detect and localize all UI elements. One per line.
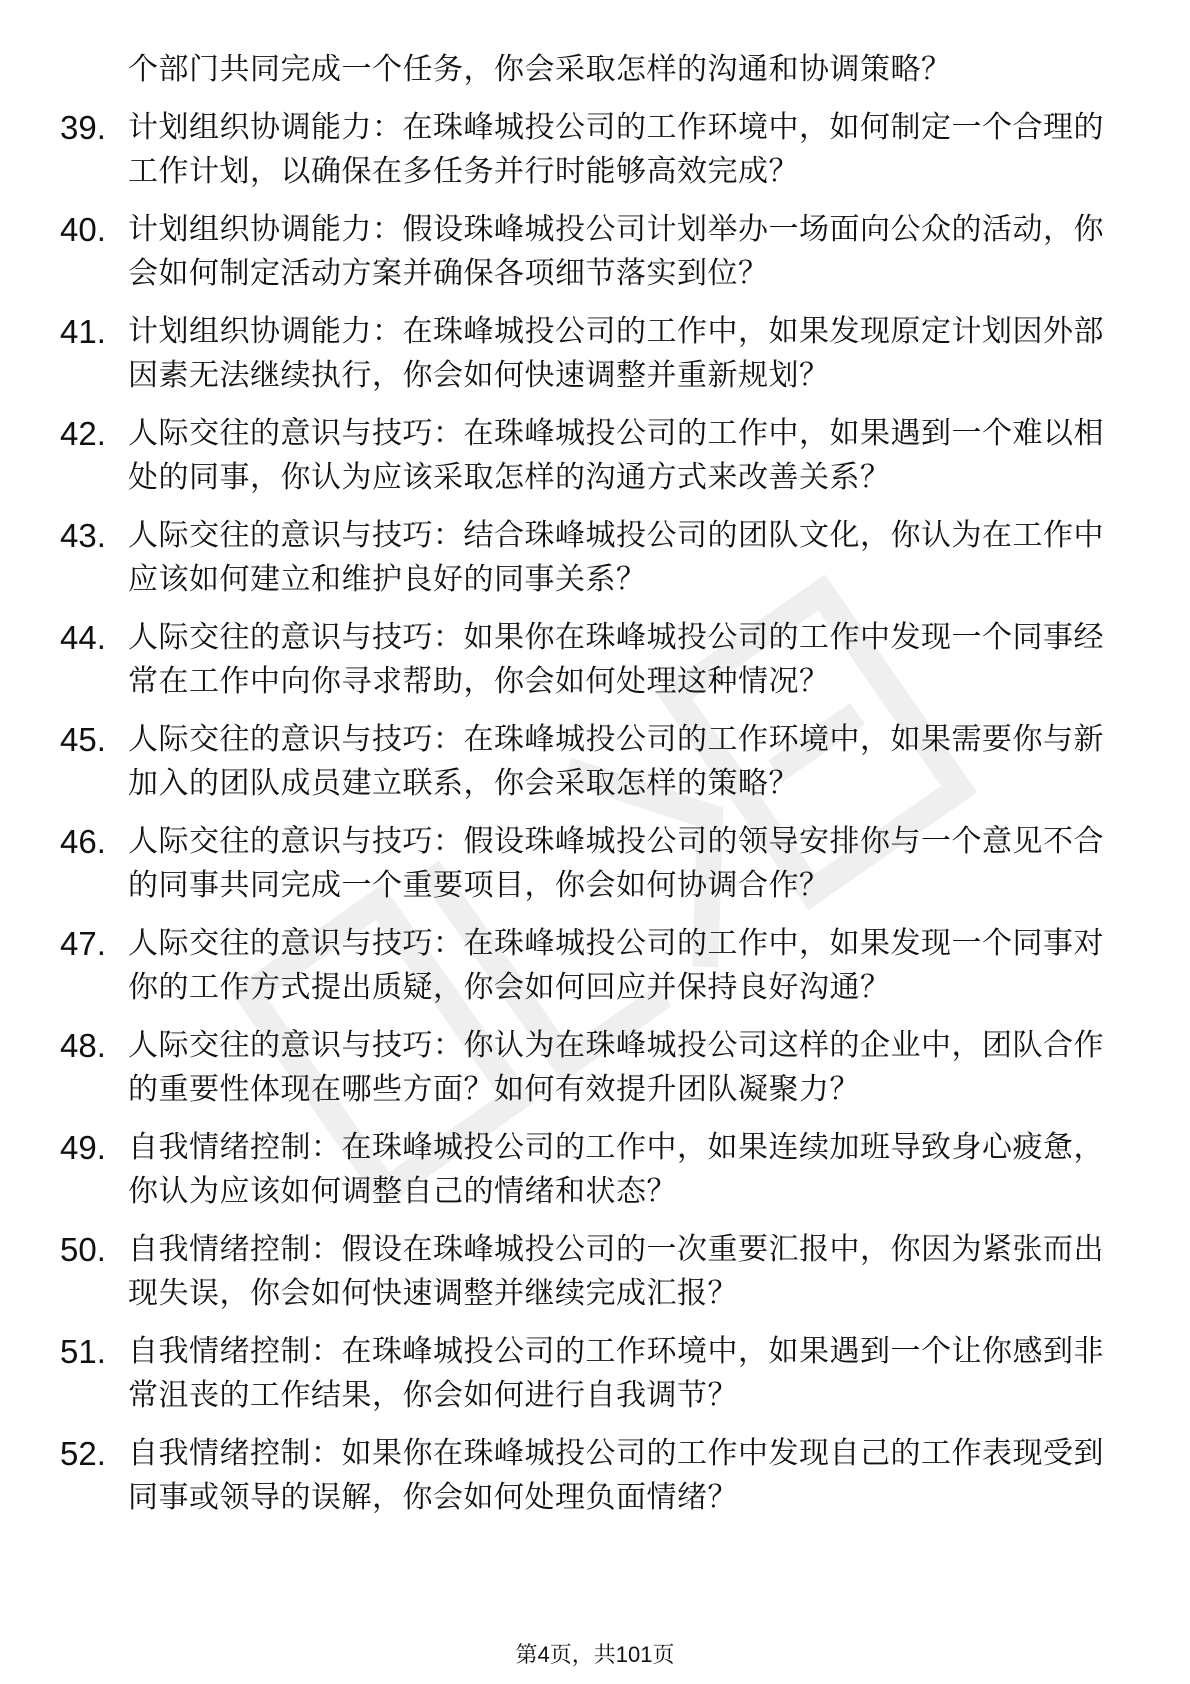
question-item bbox=[60, 514, 1120, 602]
question-text: 计划组织协调能力：假设珠峰城投公司计划举办一场面向公众的活动，你会如何制定活动方案并确保各项细节落实到位？ bbox=[128, 212, 1104, 291]
question-number: 44. bbox=[60, 619, 106, 656]
question-item bbox=[60, 1432, 1120, 1520]
question-text: 人际交往的意识与技巧：在珠峰城投公司的工作环境中，如果需要你与新加入的团队成员建立联系，你会采取怎样的策略？ bbox=[128, 722, 1104, 801]
question-number: 52. bbox=[60, 1435, 106, 1472]
question-number: 40. bbox=[60, 211, 106, 248]
question-text: 自我情绪控制：在珠峰城投公司的工作中，如果连续加班导致身心疲惫，你认为应该如何调整自己的情绪和状态？ bbox=[128, 1130, 1104, 1209]
question-text: 自我情绪控制：假设在珠峰城投公司的一次重要汇报中，你因为紧张而出现失误，你会如何快速调整并继续完成汇报？ bbox=[128, 1232, 1104, 1311]
question-item bbox=[60, 922, 1120, 1010]
question-number: 47. bbox=[60, 925, 106, 962]
question-number: 48. bbox=[60, 1027, 106, 1064]
page-footer: 第4页，共101页 bbox=[515, 1642, 675, 1667]
question-item bbox=[60, 820, 1120, 908]
question-number: 42. bbox=[60, 415, 106, 452]
question-continuation bbox=[60, 48, 1120, 92]
question-number: 45. bbox=[60, 721, 106, 758]
question-text: 人际交往的意识与技巧：在珠峰城投公司的工作中，如果发现一个同事对你的工作方式提出质疑，你会如何回应并保持良好沟通？ bbox=[128, 926, 1104, 1005]
question-item bbox=[60, 1228, 1120, 1316]
question-number: 51. bbox=[60, 1333, 106, 1370]
question-item bbox=[60, 1024, 1120, 1112]
question-text: 自我情绪控制：在珠峰城投公司的工作环境中，如果遇到一个让你感到非常沮丧的工作结果，你会如何进行自我调节？ bbox=[128, 1334, 1104, 1413]
question-text: 计划组织协调能力：在珠峰城投公司的工作环境中，如何制定一个合理的工作计划，以确保在多任务并行时能够高效完成？ bbox=[128, 110, 1104, 189]
question-text: 人际交往的意识与技巧：结合珠峰城投公司的团队文化，你认为在工作中应该如何建立和维护良好的同事关系？ bbox=[128, 518, 1104, 597]
question-item bbox=[60, 616, 1120, 704]
question-text: 计划组织协调能力：在珠峰城投公司的工作中，如果发现原定计划因外部因素无法继续执行，你会如何快速调整并重新规划？ bbox=[128, 314, 1104, 393]
question-item bbox=[60, 412, 1120, 500]
question-number: 50. bbox=[60, 1231, 106, 1268]
question-number: 39. bbox=[60, 109, 106, 146]
question-text: 人际交往的意识与技巧：在珠峰城投公司的工作中，如果遇到一个难以相处的同事，你认为应该采取怎样的沟通方式来改善关系？ bbox=[128, 416, 1104, 495]
question-number: 43. bbox=[60, 517, 106, 554]
question-text: 自我情绪控制：如果你在珠峰城投公司的工作中发现自己的工作表现受到同事或领导的误解，你会如何处理负面情绪？ bbox=[128, 1436, 1104, 1515]
question-number: 49. bbox=[60, 1129, 106, 1166]
question-text: 人际交往的意识与技巧：假设珠峰城投公司的领导安排你与一个意见不合的同事共同完成一个重要项目，你会如何协调合作？ bbox=[128, 824, 1104, 903]
question-number: 41. bbox=[60, 313, 106, 350]
question-text: 个部门共同完成一个任务，你会采取怎样的沟通和协调策略？ bbox=[128, 52, 952, 87]
question-item bbox=[60, 1330, 1120, 1418]
question-list bbox=[60, 48, 1120, 1534]
question-item bbox=[60, 1126, 1120, 1214]
question-item bbox=[60, 106, 1120, 194]
question-text: 人际交往的意识与技巧：你认为在珠峰城投公司这样的企业中，团队合作的重要性体现在哪些方面？如何有效提升团队凝聚力？ bbox=[128, 1028, 1104, 1107]
question-number: 46. bbox=[60, 823, 106, 860]
question-item bbox=[60, 208, 1120, 296]
question-item bbox=[60, 718, 1120, 806]
question-item bbox=[60, 310, 1120, 398]
question-text: 人际交往的意识与技巧：如果你在珠峰城投公司的工作中发现一个同事经常在工作中向你寻求帮助，你会如何处理这种情况？ bbox=[128, 620, 1104, 699]
